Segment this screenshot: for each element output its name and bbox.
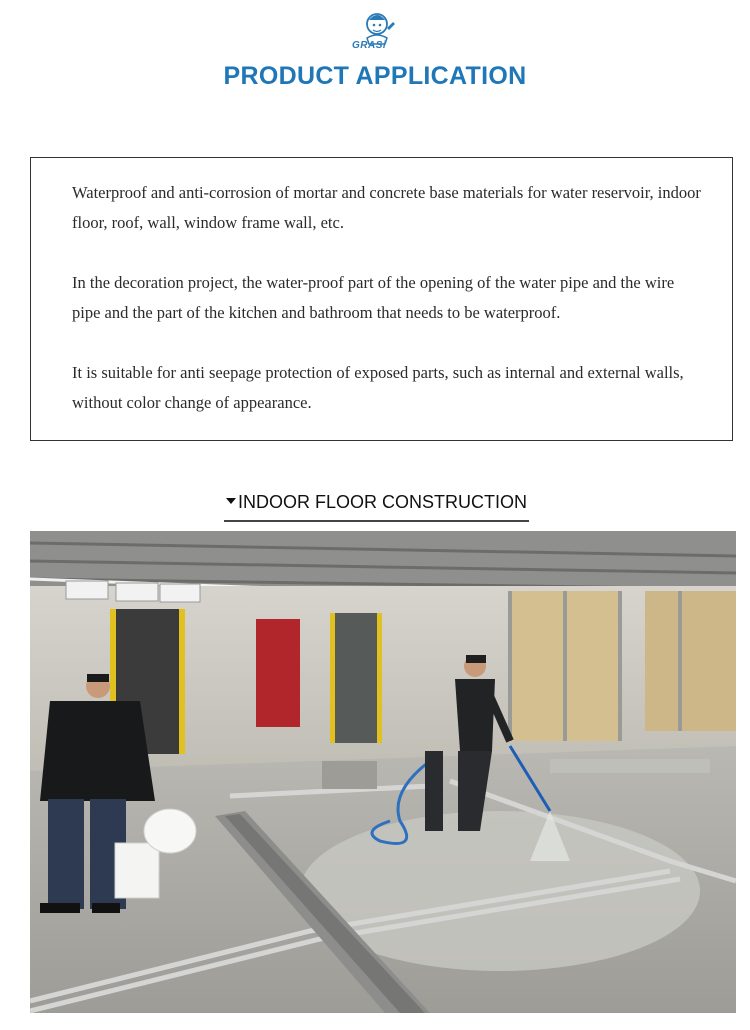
description-box [30, 157, 733, 441]
page-title: PRODUCT APPLICATION [223, 62, 527, 90]
brand-logo-text: GRASi [352, 40, 387, 51]
construction-photo [30, 531, 736, 1013]
section-heading [224, 492, 529, 522]
description-paragraph: It is suitable for anti seepage protection of exposed parts, such as internal and external walls, without color change of appearance. [72, 363, 684, 412]
description-paragraph: Waterproof and anti-corrosion of mortar and concrete base materials for water reservoir, indoor floor, roof, wall, window frame wall, etc. [72, 183, 701, 232]
section-heading-label: INDOOR FLOOR CONSTRUCTION [238, 492, 528, 512]
description-paragraph: In the decoration project, the water-proof part of the opening of the water pipe and the wire pipe and the part of the kitchen and bathroom that needs to be waterproof. [72, 273, 675, 322]
triangle-down-icon [226, 498, 236, 504]
